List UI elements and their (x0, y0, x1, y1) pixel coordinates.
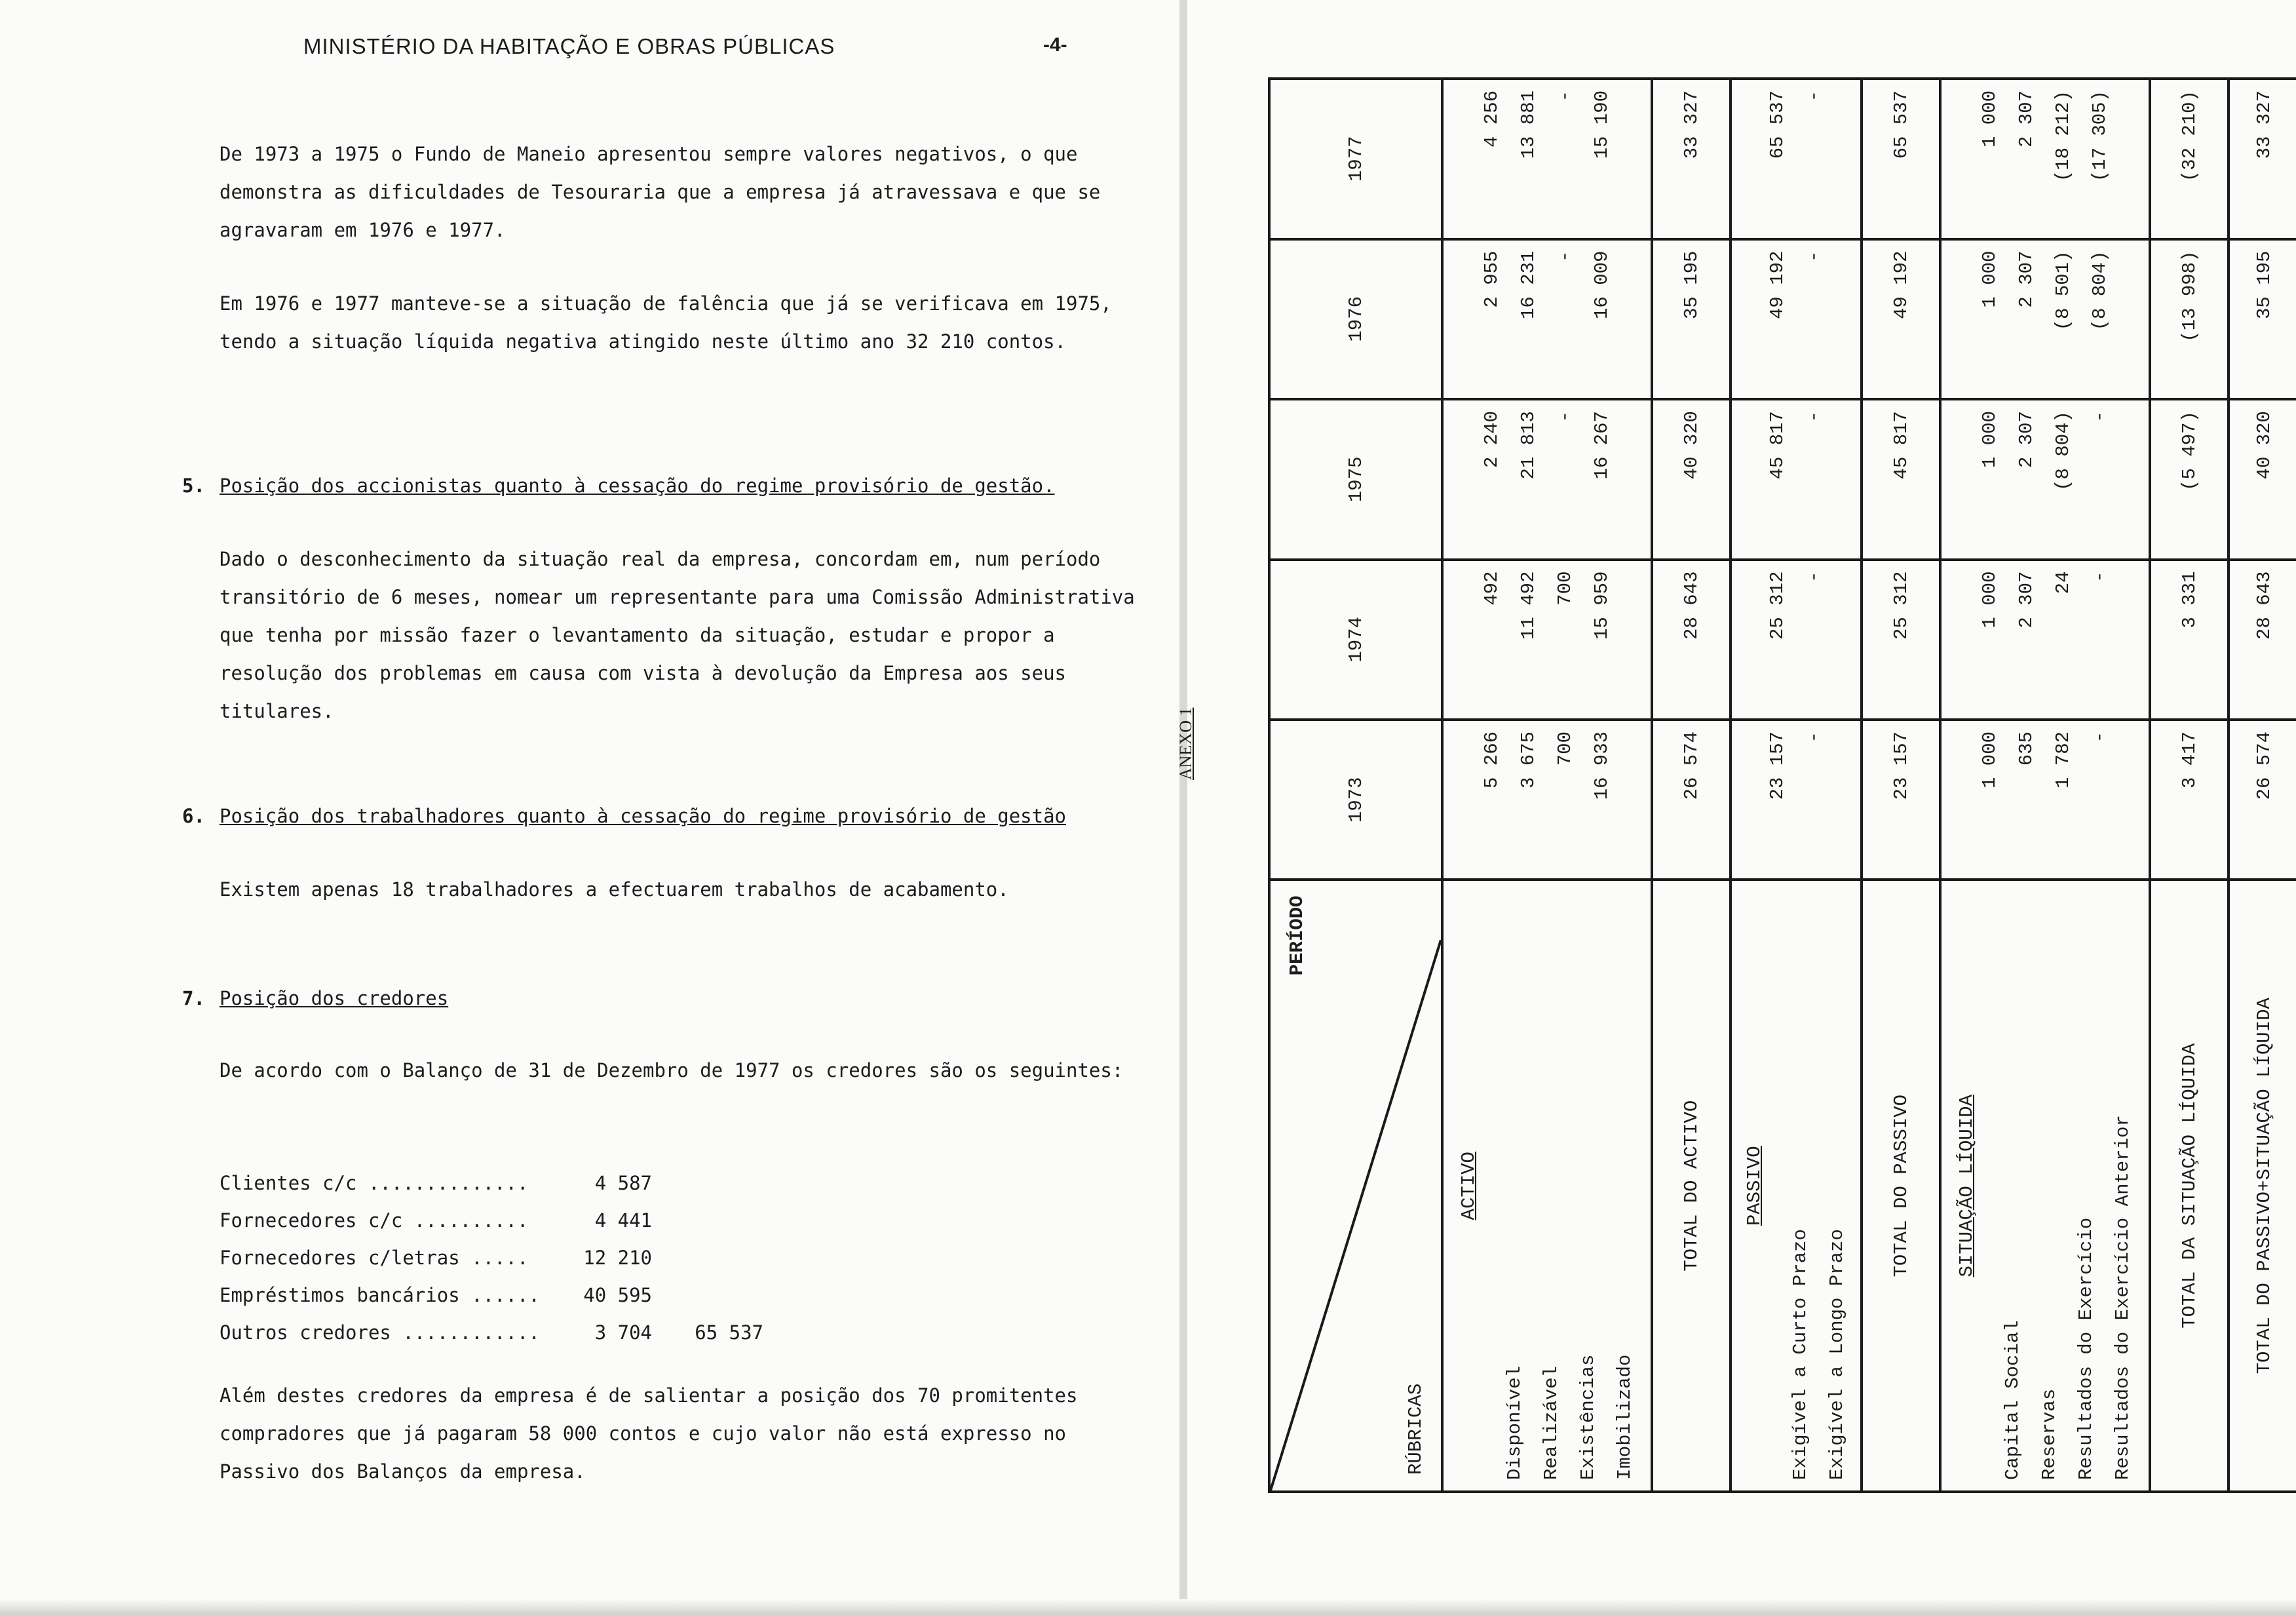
row-label: Exigível a Longo Prazo (1826, 1229, 1848, 1480)
cell-value: 24 (2052, 571, 2074, 594)
total-value: (13 998) (2150, 239, 2229, 399)
cell-value: 15 959 (1591, 571, 1613, 640)
cell-value: 1 000 (1979, 90, 2000, 148)
total-situacao-label: TOTAL DA SITUAÇÃO LÍQUIDA (2150, 880, 2229, 1492)
cell-value: 4 256 (1481, 90, 1502, 148)
cell-value: - (1803, 571, 1825, 583)
cell-value: - (1554, 90, 1576, 102)
total-passivo-situacao-label: TOTAL DO PASSIVO+SITUAÇÃO LÍQUIDA (2229, 880, 2296, 1492)
cell-value: 1 782 (2052, 731, 2074, 789)
table-row-total-passivo (1862, 79, 1940, 1492)
cell-value: 65 537 (1767, 90, 1788, 159)
section-5-text: Dado o desconhecimento da situação real da empresa, concordam em, num período transitório de 6 meses, nomear um representante para uma Comissão Administrativa que tenha por missão fazer o levantamento da situação, estudar e propor a resolução dos problemas em causa com vista à devolução da Empresa aos seus titulares. (220, 548, 1135, 722)
total-value: 26 574 (2229, 720, 2296, 880)
section-number: 6. (182, 805, 205, 827)
section-title: Posição dos accionistas quanto à cessação do regime provisório de gestão. (220, 475, 1055, 497)
table-row (220, 1239, 763, 1276)
year-header: 1976 (1269, 239, 1442, 399)
table-row (220, 1313, 763, 1351)
cell-value: 2 307 (2016, 90, 2037, 148)
row-label: Resultados do Exercício (2075, 1217, 2097, 1480)
cell-value: 21 813 (1518, 411, 1539, 480)
page-header (0, 29, 1179, 68)
cell-value: 16 267 (1591, 411, 1613, 480)
creditor-value: 3 704 (594, 1321, 652, 1344)
cell-value: 2 240 (1481, 411, 1502, 469)
total-value: 65 537 (1862, 79, 1940, 239)
row-label: Reservas (2038, 1388, 2060, 1480)
cell-value: - (1554, 411, 1576, 423)
corner-header (1269, 880, 1442, 1492)
creditor-value: 12 210 (583, 1246, 652, 1269)
creditor-name: Fornecedores c/c .......... (220, 1209, 529, 1232)
table-row (220, 1164, 763, 1201)
total-value: 26 574 (1652, 720, 1731, 880)
section-number: 5. (182, 475, 205, 497)
cell-value: 16 231 (1518, 250, 1539, 319)
cell-value: 1 000 (1979, 250, 2000, 308)
cell-value: 11 492 (1518, 571, 1539, 640)
total-value: 28 643 (2229, 560, 2296, 720)
cell-value: 25 312 (1767, 571, 1788, 640)
total-value: 40 320 (2229, 399, 2296, 559)
cell-value: - (2089, 731, 2111, 743)
cell-value: (8 501) (2052, 250, 2074, 331)
year-header: 1974 (1269, 560, 1442, 720)
creditor-total (652, 1276, 763, 1313)
activo-title: ACTIVO (1458, 1152, 1480, 1220)
cell-value: - (2089, 571, 2111, 583)
cell-value: 49 192 (1767, 250, 1788, 319)
table-row (220, 1276, 763, 1313)
cell-value: 16 009 (1591, 250, 1613, 319)
activo-1974 (1442, 560, 1652, 720)
passivo-1977 (1731, 79, 1862, 239)
cell-value: - (1554, 250, 1576, 262)
row-label: Imobilizado (1614, 1354, 1636, 1480)
ministry-title: MINISTÉRIO DA HABITAÇÃO E OBRAS PÚBLICAS (303, 34, 835, 58)
total-value: 3 331 (2150, 560, 2229, 720)
creditors-table (220, 1164, 763, 1351)
cell-value: 635 (2016, 731, 2037, 766)
closing-paragraph: Além destes credores da empresa é de salientar a posição dos 70 promitentes compradores que já pagaram 58 000 contos e cujo valor não está expresso no Passivo dos Balanços da empresa. (220, 1384, 1078, 1483)
section-5-heading (182, 467, 1165, 505)
passivo-1976 (1731, 239, 1862, 399)
cell-value: 492 (1481, 571, 1502, 606)
row-label: Existências (1577, 1354, 1599, 1480)
table-row-total-passivo-situacao (2229, 79, 2296, 1492)
annex-table-rotated (1268, 77, 2296, 1493)
cell-value: 1 000 (1979, 731, 2000, 789)
row-label: Exigível a Curto Prazo (1789, 1229, 1811, 1480)
section-title: Posição dos trabalhadores quanto à cessação do regime provisório de gestão (220, 805, 1067, 827)
cell-value: (8 804) (2052, 411, 2074, 491)
cell-value: 1 000 (1979, 411, 2000, 469)
section-6-heading (182, 797, 1165, 835)
activo-1975 (1442, 399, 1652, 559)
activo-1976 (1442, 239, 1652, 399)
total-value: 25 312 (1862, 560, 1940, 720)
total-value: 35 195 (2229, 239, 2296, 399)
total-value: 40 320 (1652, 399, 1731, 559)
situacao-1976 (1940, 239, 2150, 399)
table-row-total-situacao (2150, 79, 2229, 1492)
annex-balance-table (1268, 77, 2296, 1493)
rubricas-label: RÚBRICAS (1405, 1383, 1426, 1475)
cell-value: 45 817 (1767, 411, 1788, 480)
section-number: 7. (182, 987, 205, 1009)
cell-value: 2 307 (2016, 571, 2037, 629)
cell-value: (17 305) (2089, 90, 2111, 182)
creditor-total (652, 1239, 763, 1276)
cell-value: - (1803, 250, 1825, 262)
annex-label: ANEXO 1 (1176, 707, 1195, 780)
creditor-total (652, 1164, 763, 1201)
passivo-1975 (1731, 399, 1862, 559)
row-label: Disponível (1504, 1365, 1525, 1480)
cell-value: 2 955 (1481, 250, 1502, 308)
cell-value: (18 212) (2052, 90, 2074, 182)
situacao-1977 (1940, 79, 2150, 239)
year-header: 1973 (1269, 720, 1442, 880)
cell-value: 700 (1554, 571, 1576, 606)
total-value: 33 327 (2229, 79, 2296, 239)
cell-value: 23 157 (1767, 731, 1788, 800)
total-activo-label: TOTAL DO ACTIVO (1652, 880, 1731, 1492)
section-7-text: De acordo com o Balanço de 31 de Dezembro de 1977 os credores são os seguintes: (220, 1059, 1124, 1081)
creditor-value: 40 595 (583, 1283, 652, 1306)
page-number: -4- (1043, 34, 1067, 56)
total-value: 3 417 (2150, 720, 2229, 880)
creditor-total (652, 1201, 763, 1239)
situacao-1973 (1940, 720, 2150, 880)
total-value: 49 192 (1862, 239, 1940, 399)
activo-1973 (1442, 720, 1652, 880)
passivo-title: PASSIVO (1744, 1146, 1765, 1226)
activo-labels (1442, 880, 1652, 1492)
passivo-1974 (1731, 560, 1862, 720)
total-value: 28 643 (1652, 560, 1731, 720)
total-value: 45 817 (1862, 399, 1940, 559)
total-value: (32 210) (2150, 79, 2229, 239)
cell-value: - (1803, 731, 1825, 743)
cell-value: 700 (1554, 731, 1576, 766)
year-header: 1975 (1269, 399, 1442, 559)
creditor-value: 4 587 (594, 1171, 652, 1194)
section-7-heading (182, 979, 1165, 1017)
cell-value: 15 190 (1591, 90, 1613, 159)
table-header-row (1269, 79, 1442, 1492)
situacao-title: SITUAÇÃO LÍQUIDA (1956, 1095, 1978, 1277)
cell-value: - (1803, 411, 1825, 423)
period-label: PERÍODO (1286, 895, 1308, 976)
passivo-1973 (1731, 720, 1862, 880)
cell-value: 2 307 (2016, 411, 2037, 469)
section-6-text: Existem apenas 18 trabalhadores a efectuarem trabalhos de acabamento. (220, 878, 1009, 901)
passivo-labels (1731, 880, 1862, 1492)
table-row-passivo (1731, 79, 1862, 1492)
total-value: (5 497) (2150, 399, 2229, 559)
creditor-total: 65 537 (695, 1321, 763, 1344)
page-gutter (1179, 0, 1187, 1615)
situacao-labels (1940, 880, 2150, 1492)
total-value: 23 157 (1862, 720, 1940, 880)
creditor-value: 4 441 (594, 1209, 652, 1232)
situacao-1975 (1940, 399, 2150, 559)
table-row (220, 1201, 763, 1239)
cell-value: 2 307 (2016, 250, 2037, 308)
cell-value: 13 881 (1518, 90, 1539, 159)
creditor-name: Empréstimos bancários ...... (220, 1283, 540, 1306)
table-row-activo (1442, 79, 1652, 1492)
cell-value: 1 000 (1979, 571, 2000, 629)
total-value: 35 195 (1652, 239, 1731, 399)
cell-value: 5 266 (1481, 731, 1502, 789)
cell-value: - (1803, 90, 1825, 102)
cell-value: 16 933 (1591, 731, 1613, 800)
row-label: Realizável (1540, 1365, 1562, 1480)
cell-value: - (2089, 411, 2111, 423)
total-passivo-label: TOTAL DO PASSIVO (1862, 880, 1940, 1492)
creditor-name: Clientes c/c .............. (220, 1171, 529, 1194)
total-value: 33 327 (1652, 79, 1731, 239)
activo-1977 (1442, 79, 1652, 239)
section-title: Posição dos credores (220, 987, 449, 1009)
creditor-name: Outros credores ............ (220, 1321, 540, 1344)
table-row-situacao (1940, 79, 2150, 1492)
paragraph-falencia: Em 1976 e 1977 manteve-se a situação de falência que já se verificava em 1975, tendo a situação líquida negativa atingido neste último ano 32 210 contos. (220, 292, 1112, 353)
paragraph-fundo-maneio: De 1973 a 1975 o Fundo de Maneio apresentou sempre valores negativos, o que demonstra as dificuldades de Tesouraria que a empresa já atravessava e que se agravaram em 1976 e 1977. (220, 143, 1101, 241)
table-row-total-activo (1652, 79, 1731, 1492)
row-label: Resultados do Exercício Anterior (2112, 1115, 2133, 1480)
cell-value: 3 675 (1518, 731, 1539, 789)
creditor-name: Fornecedores c/letras ..... (220, 1246, 529, 1269)
year-header: 1977 (1269, 79, 1442, 239)
cell-value: (8 804) (2089, 250, 2111, 331)
row-label: Capital Social (2002, 1320, 2023, 1480)
situacao-1974 (1940, 560, 2150, 720)
